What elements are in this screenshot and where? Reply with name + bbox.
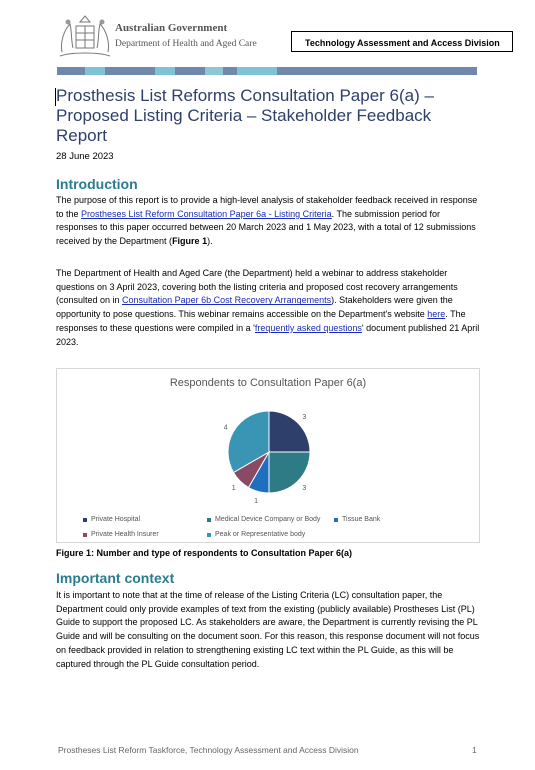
intro-p1-text-b: . The submission period for responses to this paper occurred between 20 March 2023 and 1 May 2023, with a total of 12 submissions received by the Department ( <box>56 208 476 247</box>
figure-1-reference: Figure 1 <box>172 236 208 247</box>
webinar-here-link[interactable]: here <box>427 309 446 320</box>
department-name: Department of Health and Aged Care <box>115 39 257 49</box>
legend-item-peak-body <box>207 531 305 538</box>
pie-data-label: 3 <box>302 414 307 422</box>
introduction-paragraph-1 <box>56 194 480 249</box>
legend-swatch <box>207 518 211 522</box>
pie-data-label: 4 <box>223 424 228 432</box>
cost-recovery-link[interactable]: Consultation Paper 6b Cost Recovery Arrangements <box>122 295 332 306</box>
legend-swatch <box>83 533 87 537</box>
coat-of-arms-icon <box>56 12 114 60</box>
legend-item-private-hospital <box>83 516 140 523</box>
legend-label: Peak or Representative body <box>215 531 306 538</box>
intro-p2-text-b: ). Stakeholders were given the opportunity to pose questions. This webinar remains accessible on the Department's website <box>56 295 453 320</box>
faq-link[interactable]: frequently asked questions <box>254 322 362 333</box>
introduction-heading: Introduction <box>56 176 138 192</box>
legend-label: Tissue Bank <box>342 516 381 523</box>
header-color-bar <box>57 67 477 75</box>
pie-data-label: 1 <box>231 484 236 492</box>
document-date: 28 June 2023 <box>56 151 114 162</box>
important-context-paragraph: It is important to note that at the time of release of the Listing Criteria (LC) consultation paper, the Department could only provide examples of text from the existing (publicly available) Prostheses List (PL) Guide to support the proposed LC. As stakeholders are aware, the Department is currently revising the PL Guide and will be consulting on the document soon. For this reason, this response document will not focus on feedback provided in relation to strengthening existing LC text within the PL Guide, as this will be captured through the PL Guide consultation period. <box>56 590 480 669</box>
important-context-heading: Important context <box>56 570 175 586</box>
figure-caption: Figure 1: Number and type of respondents to Consultation Paper 6(a) <box>56 548 353 558</box>
intro-p1-text-a: The purpose of this report is to provide a high-level analysis of stakeholder feedback received in response to the <box>56 195 478 219</box>
legend-swatch <box>207 533 211 537</box>
legend-label: Medical Device Company or Body <box>215 516 321 523</box>
legend-label: Private Health Insurer <box>91 531 159 538</box>
footer-text: Prostheses List Reform Taskforce, Technology Assessment and Access Division <box>58 745 359 755</box>
legend-item-tissue-bank <box>334 516 380 523</box>
page-header <box>56 12 516 62</box>
intro-p2-text-c: . The responses to these questions were compiled in a ' <box>56 309 466 333</box>
chart-title: Respondents to Consultation Paper 6(a) <box>169 377 367 389</box>
document-title: Prosthesis List Reforms Consultation Paper 6(a) – Proposed Listing Criteria – Stakeholder Feedback Report <box>56 86 434 145</box>
legend-label: Private Hospital <box>91 516 141 523</box>
legend-swatch <box>83 518 87 522</box>
legend-item-medical-device <box>207 516 320 523</box>
legend-item-private-health-insurer <box>83 531 159 538</box>
intro-p2-text-a: The Department of Health and Aged Care (the Department) held a webinar to address stakeholder questions on 3 April 2023, covering both the listing criteria and proposed cost recovery arrangements (consulted on in <box>56 268 458 306</box>
page-number: 1 <box>472 745 477 755</box>
respondents-chart <box>56 368 480 543</box>
intro-p2-text-d: ' document published 21 April 2023. <box>56 322 480 347</box>
pie-data-label: 3 <box>302 484 307 492</box>
pie-data-label: 1 <box>254 497 259 505</box>
introduction-paragraph-2 <box>56 267 480 349</box>
government-name: Australian Government <box>115 22 228 34</box>
division-label: Technology Assessment and Access Division <box>291 31 513 52</box>
legend-swatch <box>334 518 338 522</box>
intro-p1-text-c: ). <box>207 236 213 247</box>
listing-criteria-link[interactable]: Prostheses List Reform Consultation Paper 6a - Listing Criteria <box>81 208 332 219</box>
